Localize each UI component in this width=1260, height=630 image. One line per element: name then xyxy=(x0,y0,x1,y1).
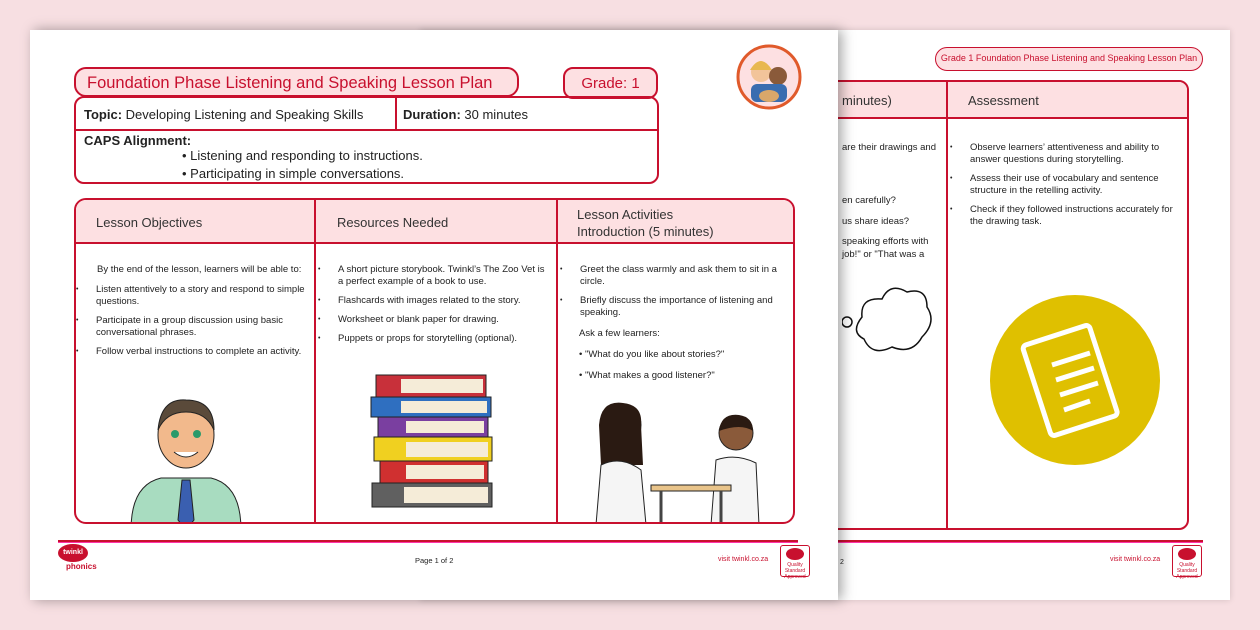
caps-item: • Participating in simple conversations. xyxy=(182,166,405,181)
objectives-header: Lesson Objectives xyxy=(96,215,203,230)
children-illustration xyxy=(581,395,771,524)
page-number: Page 1 of 2 xyxy=(415,556,454,565)
list-item: • Check if they followed instructions accurately for the drawing task. xyxy=(948,204,1180,228)
footer-link[interactable]: visit twinkl.co.za xyxy=(718,556,769,563)
info-box xyxy=(74,96,659,184)
list-item: • Worksheet or blank paper for drawing. xyxy=(316,314,546,326)
front-page xyxy=(30,30,838,600)
twinkl-phonics-logo: twinkl phonics xyxy=(58,544,104,576)
lesson-table xyxy=(74,198,795,524)
activities-subheader: Introduction (5 minutes) xyxy=(577,224,714,239)
quality-badge: Quality Standard Approved xyxy=(780,545,810,577)
fragment: en carefully? xyxy=(842,195,896,206)
fragment: job!" or "That was a xyxy=(842,249,925,260)
books-illustration xyxy=(366,370,506,520)
col-header-fragment: minutes) xyxy=(842,93,892,108)
teacher-illustration xyxy=(116,390,256,524)
footer-link[interactable]: visit twinkl.co.za xyxy=(1110,556,1161,563)
list-item: • Assess their use of vocabulary and sentence structure in the retelling activity. xyxy=(948,173,1180,197)
question: • "What do you like about stories?" xyxy=(579,349,725,360)
topic: Topic: Developing Listening and Speaking Skills xyxy=(84,107,364,122)
fragment: are their drawings and xyxy=(842,142,936,153)
header-pill: Grade 1 Foundation Phase Listening and Speaking Lesson Plan xyxy=(935,47,1203,71)
clipboard-icon xyxy=(990,295,1160,465)
list-item: • Greet the class warmly and ask them to sit in a circle. xyxy=(558,264,783,288)
activities-list xyxy=(558,264,783,326)
assessment-list xyxy=(948,142,1180,235)
avatar xyxy=(736,44,802,110)
ask-label: Ask a few learners: xyxy=(579,328,660,339)
list-item: • Participate in a group discussion using basic conversational phrases. xyxy=(74,315,310,339)
grade-badge: Grade: 1 xyxy=(563,67,658,99)
list-item: • Follow verbal instructions to complete an activity. xyxy=(74,346,310,358)
list-item: • A short picture storybook. Twinkl’s The Zoo Vet is a perfect example of a book to use. xyxy=(316,264,546,288)
activities-header: Lesson Activities xyxy=(577,207,674,222)
footer-line xyxy=(838,540,1203,543)
footer-line xyxy=(58,540,798,543)
assessment-header: Assessment xyxy=(968,93,1039,108)
page-title: Foundation Phase Listening and Speaking Lesson Plan xyxy=(74,67,519,97)
duration: Duration: 30 minutes xyxy=(403,107,528,122)
objectives-intro: By the end of the lesson, learners will be able to: xyxy=(97,264,302,275)
list-item: • Briefly discuss the importance of listening and speaking. xyxy=(558,295,783,319)
resources-header: Resources Needed xyxy=(337,215,449,230)
quality-badge: Quality Standard Approved xyxy=(1172,545,1202,577)
list-item: • Flashcards with images related to the story. xyxy=(316,295,546,307)
caps-item: • Listening and responding to instructions. xyxy=(182,148,423,163)
fragment: us share ideas? xyxy=(842,216,910,227)
objectives-list xyxy=(74,284,310,365)
page-number-fragment: 2 xyxy=(840,559,844,566)
thought-cloud-icon xyxy=(842,277,937,367)
list-item: • Puppets or props for storytelling (optional). xyxy=(316,333,546,345)
caps-label: CAPS Alignment: xyxy=(84,133,192,148)
resources-list xyxy=(316,264,546,352)
fragment: speaking efforts with xyxy=(842,236,929,247)
question: • "What makes a good listener?" xyxy=(579,370,715,381)
list-item: • Listen attentively to a story and respond to simple questions. xyxy=(74,284,310,308)
list-item: • Observe learners’ attentiveness and ability to answer questions during storytelling. xyxy=(948,142,1180,166)
